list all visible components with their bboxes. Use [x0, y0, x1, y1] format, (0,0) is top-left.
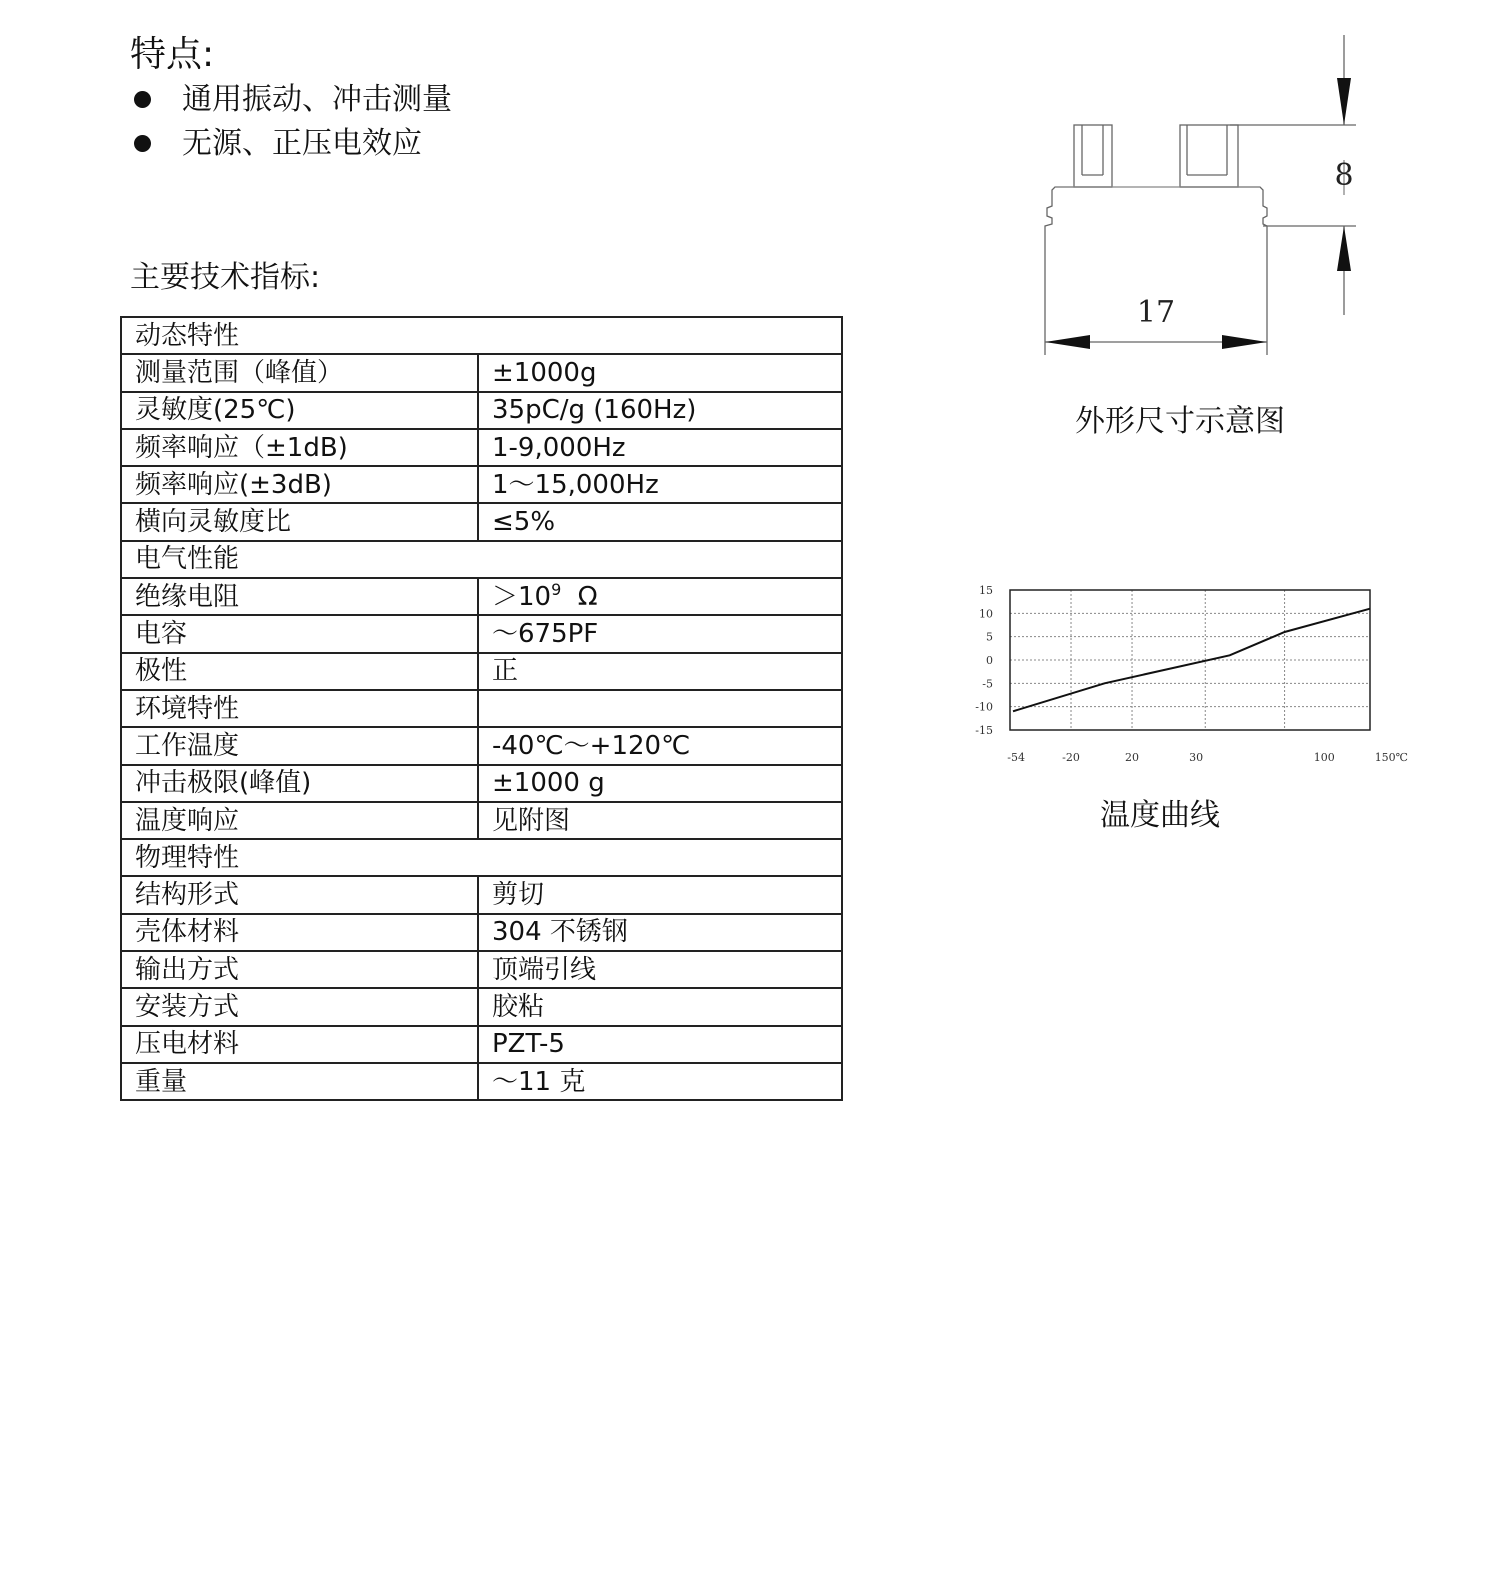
- spec-label: 绝缘电阻: [121, 578, 478, 615]
- features-list: [130, 78, 452, 166]
- spec-value: 1～15,000Hz: [478, 466, 842, 503]
- spec-label: 灵敏度(25℃): [121, 392, 478, 429]
- chart-x-tick-label: -54: [1007, 751, 1025, 764]
- spec-value: 正: [478, 653, 842, 690]
- dimension-caption: 外形尺寸示意图: [1075, 404, 1285, 439]
- spec-value: ±1000g: [478, 354, 842, 391]
- spec-value: [478, 690, 842, 727]
- spec-row: [121, 503, 842, 540]
- spec-value: ～675PF: [478, 615, 842, 652]
- spec-label: 结构形式: [121, 876, 478, 913]
- spec-section-header: 电气性能: [121, 541, 842, 578]
- spec-row: [121, 1063, 842, 1100]
- spec-row: [121, 727, 842, 764]
- spec-row: [121, 615, 842, 652]
- specs-table: [120, 316, 843, 1101]
- feature-item-label: 无源、正压电效应: [182, 126, 422, 161]
- spec-label: 环境特性: [121, 690, 478, 727]
- features-title: 特点:: [130, 34, 215, 75]
- spec-value: 胶粘: [478, 988, 842, 1025]
- width-dimension-label: 17: [1136, 295, 1176, 330]
- spec-row: [121, 765, 842, 802]
- spec-row: [121, 690, 842, 727]
- specs-title: 主要技术指标:: [130, 260, 321, 295]
- spec-value-unit: Ω: [561, 581, 598, 612]
- spec-row: [121, 578, 842, 615]
- spec-row: [121, 839, 842, 876]
- spec-row: [121, 466, 842, 503]
- bullet-icon: [134, 135, 151, 152]
- spec-row: [121, 802, 842, 839]
- spec-row: [121, 653, 842, 690]
- spec-value: 1-9,000Hz: [478, 429, 842, 466]
- spec-row: [121, 392, 842, 429]
- feature-item: [130, 78, 452, 122]
- spec-label: 频率响应(±3dB): [121, 466, 478, 503]
- spec-row: [121, 354, 842, 391]
- spec-section-header: 物理特性: [121, 839, 842, 876]
- spec-row: [121, 951, 842, 988]
- spec-label: 测量范围（峰值）: [121, 354, 478, 391]
- spec-value: -40℃～+120℃: [478, 727, 842, 764]
- spec-label: 冲击极限(峰值): [121, 765, 478, 802]
- spec-row: [121, 429, 842, 466]
- chart-y-tick-label: 0: [986, 654, 993, 667]
- chart-y-tick-label: -15: [975, 724, 993, 737]
- dimension-drawing: [1030, 30, 1370, 370]
- spec-row: [121, 1026, 842, 1063]
- spec-row: [121, 541, 842, 578]
- spec-label: 极性: [121, 653, 478, 690]
- chart-x-tick-label: 20: [1125, 751, 1140, 764]
- spec-label: 壳体材料: [121, 914, 478, 951]
- chart-x-tick-label: 150℃: [1374, 751, 1409, 764]
- chart-y-tick-label: -5: [982, 677, 993, 691]
- spec-value-text: ＞10: [492, 581, 552, 612]
- spec-label: 安装方式: [121, 988, 478, 1025]
- chart-title: 温度曲线: [1100, 798, 1220, 833]
- spec-row: [121, 317, 842, 354]
- spec-value: ～11 克: [478, 1063, 842, 1100]
- spec-label: 压电材料: [121, 1026, 478, 1063]
- spec-value: 剪切: [478, 876, 842, 913]
- spec-row: [121, 914, 842, 951]
- spec-value: ≤5%: [478, 503, 842, 540]
- chart-y-tick-label: 5: [986, 630, 993, 644]
- spec-section-header: 动态特性: [121, 317, 842, 354]
- spec-label: 输出方式: [121, 951, 478, 988]
- spec-row: [121, 988, 842, 1025]
- spec-label: 频率响应（±1dB): [121, 429, 478, 466]
- spec-label: 温度响应: [121, 802, 478, 839]
- feature-item: [130, 122, 452, 166]
- spec-label: 重量: [121, 1063, 478, 1100]
- feature-item-label: 通用振动、冲击测量: [182, 82, 452, 117]
- spec-row: [121, 876, 842, 913]
- chart-y-tick-label: 15: [979, 584, 993, 597]
- spec-label: 电容: [121, 615, 478, 652]
- spec-label: 工作温度: [121, 727, 478, 764]
- spec-label: 横向灵敏度比: [121, 503, 478, 540]
- spec-value: 顶端引线: [478, 951, 842, 988]
- chart-x-tick-label: -20: [1062, 751, 1080, 764]
- spec-value-exponent: 9: [551, 579, 562, 599]
- chart-x-tick-label: 30: [1189, 751, 1204, 764]
- chart-y-tick-label: 10: [979, 607, 993, 621]
- spec-value: [478, 578, 842, 615]
- spec-value: ±1000 g: [478, 765, 842, 802]
- spec-value: 见附图: [478, 802, 842, 839]
- temperature-chart: [960, 575, 1409, 775]
- bullet-icon: [134, 91, 151, 108]
- spec-value: 35pC/g (160Hz): [478, 392, 842, 429]
- spec-value: 304 不锈钢: [478, 914, 842, 951]
- spec-value: PZT-5: [478, 1026, 842, 1063]
- chart-x-tick-label: 100: [1313, 751, 1335, 764]
- chart-y-tick-label: -10: [975, 700, 993, 714]
- height-dimension-label: 8: [1334, 158, 1354, 193]
